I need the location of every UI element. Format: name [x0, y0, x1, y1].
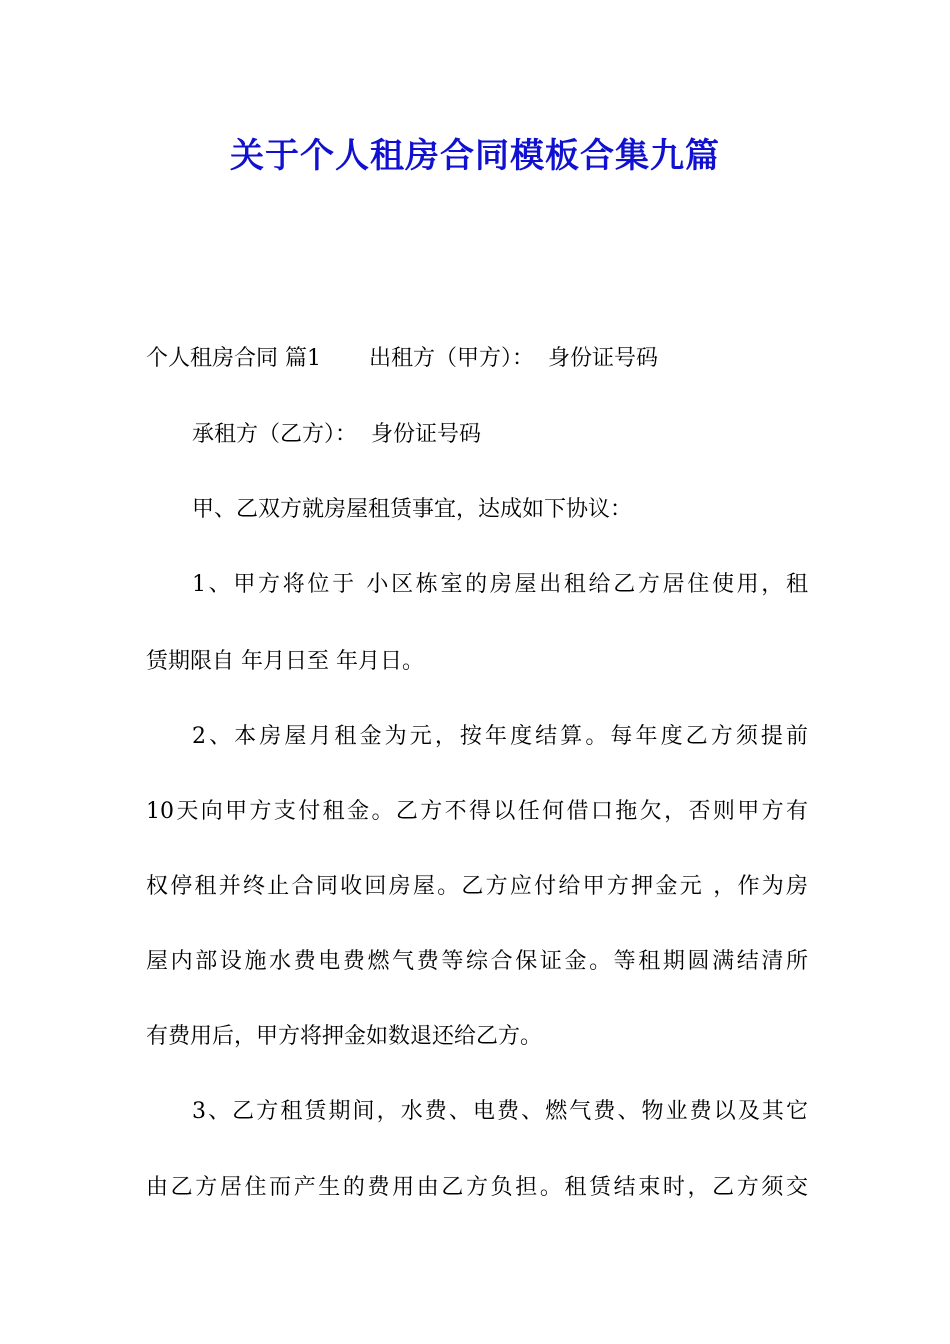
- lessee-id-label: 身份证号码: [371, 422, 482, 447]
- paragraph-line: 屋内部设施水费电费燃气费等综合保证金。等租期圆满结清所: [146, 949, 808, 974]
- paragraph-line: 赁期限自 年月日至 年月日。: [146, 649, 424, 674]
- lessor-label: 出租方（甲方）：: [369, 346, 535, 371]
- paragraph-line: 甲、乙双方就房屋租赁事宜，达成如下协议：: [192, 497, 633, 522]
- page-title: 关于个人租房合同模板合集九篇: [230, 136, 720, 176]
- paragraph-line: 10天向甲方支付租金。乙方不得以任何借口拖欠，否则甲方有: [146, 799, 808, 824]
- paragraph-line: 权停租并终止合同收回房屋。乙方应付给甲方押金元 ，作为房: [146, 874, 808, 899]
- section-heading-line: [146, 344, 808, 374]
- paragraph-line: 由乙方居住而产生的费用由乙方负担。租赁结束时，乙方须交: [146, 1175, 808, 1200]
- paragraph-line: 3、乙方租赁期间，水费、电费、燃气费、物业费以及其它: [192, 1099, 808, 1124]
- lessee-line: [192, 420, 854, 450]
- lessor-id-label: 身份证号码: [548, 346, 659, 371]
- lessee-label: 承租方（乙方）：: [192, 422, 358, 447]
- paragraph-line: 1、甲方将位于 小区栋室的房屋出租给乙方居住使用，租: [192, 572, 808, 597]
- paragraph-line: 有费用后，甲方将押金如数退还给乙方。: [146, 1024, 543, 1049]
- section-heading-label: 个人租房合同 篇1: [146, 346, 321, 371]
- paragraph-line: 2、本房屋月租金为元，按年度结算。每年度乙方须提前: [192, 724, 808, 749]
